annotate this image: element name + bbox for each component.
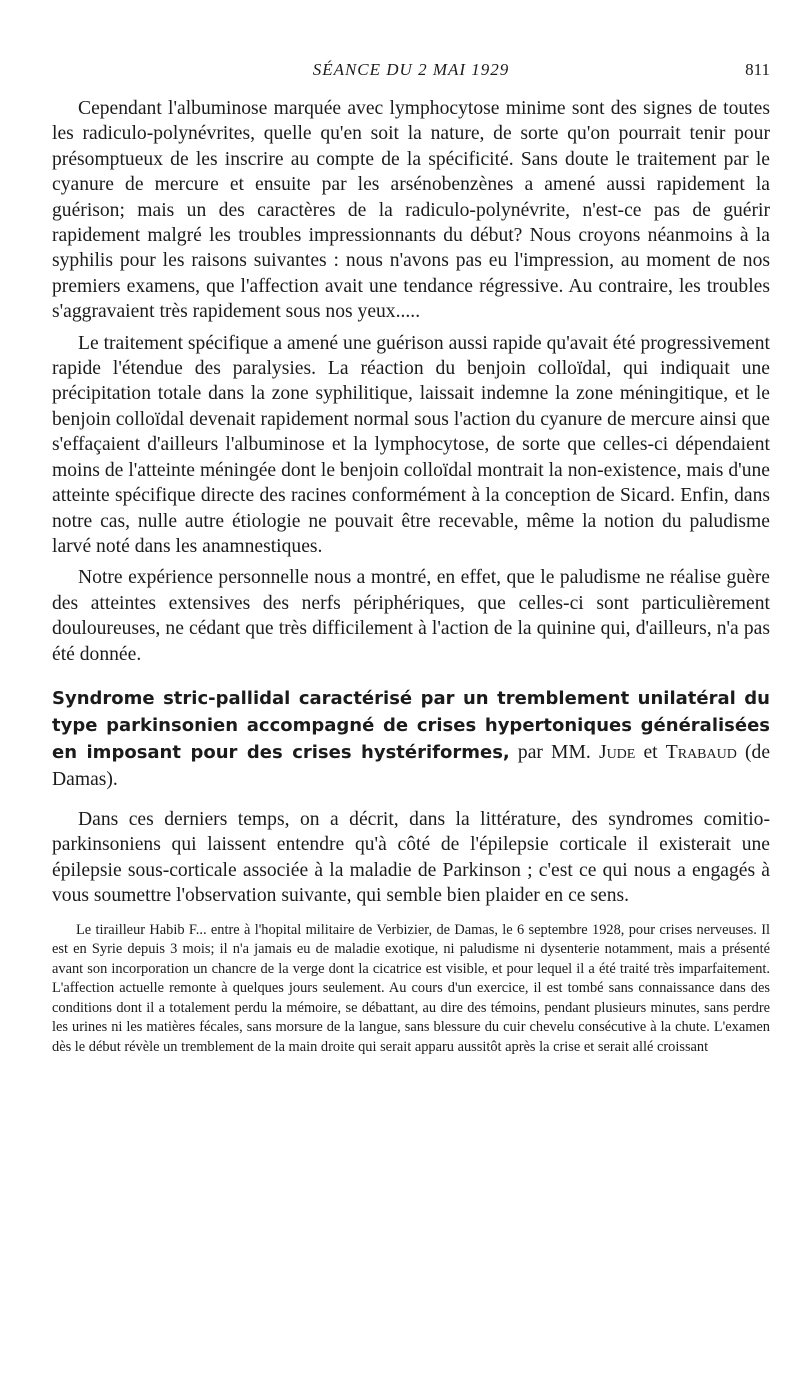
page-body [52, 96, 770, 1057]
authors-prefix: par MM. [517, 741, 591, 763]
paragraph-albuminose: Cependant l'albuminose marquée avec lymphocytose minime sont des signes de toutes les radiculo-polynévrites, quelle qu'en soit la nature, de sorte qu'on pourrait tenir pour présomptueux de les inscrire au compte de la spécificité. Sans doute le traitement par le cyanure de mercure et ensuite par les arsénobenzènes a amené aussi rapidement la guérison; mais un des caractères de la radiculo-polynévrite, n'est-ce pas de guérir rapidement malgré les troubles impressionnants du début? Nous croyons néanmoins à la syphilis pour les raisons suivantes : nous n'avons pas eu l'impression, au moment de nos premiers examens, que l'affection avait une tendance régressive. Au contraire, les troubles s'aggravaient très rapidement sous nos yeux..... [52, 98, 770, 323]
page-header [52, 60, 770, 84]
section-heading [52, 685, 770, 793]
author-trabaud: Trabaud [665, 741, 737, 763]
paragraph-paludisme: Notre expérience personnelle nous a montré, en effet, que le paludisme ne réalise guère des atteintes extensives des nerfs périphériques, que celles-ci sont particulièrement douloureuses, ne cédant que très difficilement à l'action de la quinine qui, d'ailleurs, n'a pas été donnée. [52, 567, 770, 665]
running-head: SÉANCE DU 2 MAI 1929 [312, 60, 510, 79]
paragraph-traitement: Le traitement spécifique a amené une guérison aussi rapide qu'avait été progressivement rapide l'étendue des paralysies. La réaction du benjoin colloïdal, qui indiquait une précipitation totale dans la zone syphilitique, laissait indemne la zone méningitique, et le benjoin colloïdal devenait rapidement normal sous l'action du cyanure de mercure ainsi que s'effaçaient d'ailleurs l'albuminose et la lymphocytose, de sorte que celles-ci dépendaient moins de l'atteinte méningée dont le benjoin colloïdal montrait la non-existence, mais d'une atteinte spécifique directe des racines conformément à la conception de Sicard. Enfin, dans notre cas, nulle autre étiologie ne pouvait être recevable, même la notion du paludisme larvé noté dans les anamnestiques. [52, 332, 770, 557]
page-number: 811 [745, 60, 770, 79]
paragraph-introduction: Dans ces derniers temps, on a décrit, dans la littérature, des syndromes comitio-parkinsoniens qui laissent entendre qu'à côté de l'épilepsie corticale il existerait une épilepsie sous-corticale associée à la maladie de Parkinson ; c'est ce qui nous a engagés à vous soumettre l'observation suivante, qui semble bien plaider en ce sens. [52, 808, 770, 907]
observation-note: Le tirailleur Habib F... entre à l'hopital militaire de Verbizier, de Damas, le 6 septembre 1928, pour crises nerveuses. Il est en Syrie depuis 3 mois; il n'a jamais eu de maladie exotique, ni paludisme ni dysenterie notamment, mais a présenté avant son incorporation un chancre de la verge dont la cicatrice est visible, et pour lequel il a été traité très imparfaitement. L'affection actuelle remonte à quelques jours seulement. Au cours d'un exercice, il est tombé sans connaissance dans des conditions dont il a totalement perdu la mémoire, se débattant, au dire des témoins, pendant plusieurs minutes, sans perdre les urines ni les matières fécales, sans morsure de la langue, sans blessure du cuir chevelu consécutive à la chute. L'examen dès le début révèle un tremblement de la main droite qui serait apparu aussitôt après la crise et serait allé croissant [52, 921, 770, 1055]
section-title: Syndrome stric-pallidal caractérisé par un tremblement unilatéral du type parkinsonien accompagné de crises hypertoniques généralisées en imposant pour des crises hystériformes, [52, 687, 770, 763]
author-jude: Jude [598, 741, 636, 763]
authors-conjunction: et [643, 741, 658, 763]
authors-affiliation: (de Damas). [52, 741, 771, 790]
